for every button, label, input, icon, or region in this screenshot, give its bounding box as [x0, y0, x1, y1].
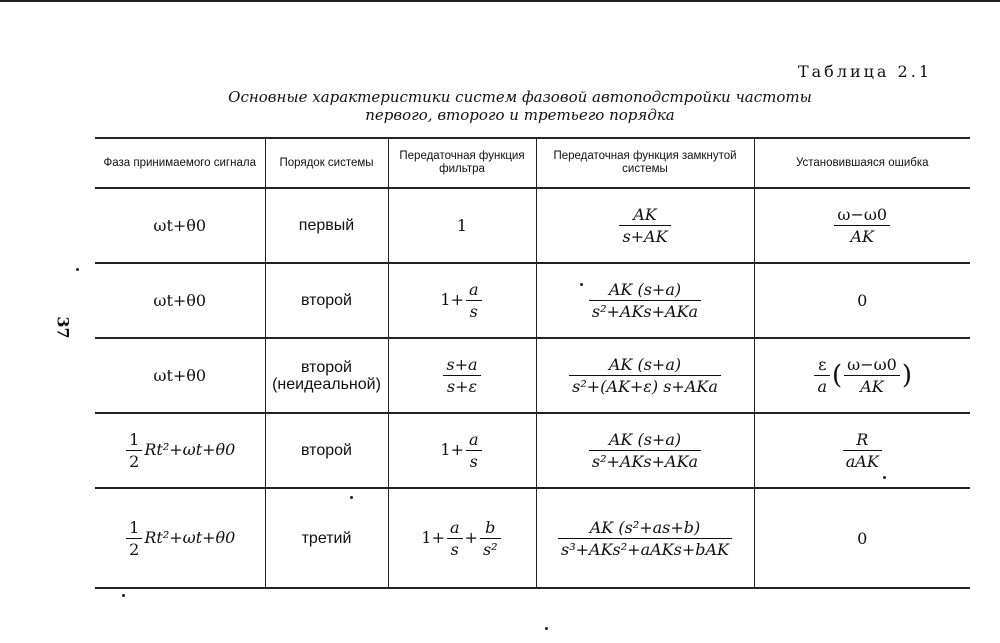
header-closed-loop-transfer: Передаточная функция замкнутой системы: [536, 138, 754, 188]
fraction: $\frac{AK}{s+AK}$: [619, 205, 670, 246]
scan-speck: [76, 268, 79, 271]
filter-cell: 1: [388, 188, 536, 263]
table-row: [95, 188, 970, 263]
scan-speck: [545, 627, 548, 630]
header-system-order: Порядок системы: [265, 138, 388, 188]
fraction: $\frac{b}{\text{s²}}$: [480, 518, 501, 559]
fraction: $\frac{s+a}{s+\varepsilon}$: [443, 355, 480, 396]
error-cell: $\frac{\varepsilon}{a}$ ( $\frac{\omega-\omega 0}{AK}$ ): [754, 338, 970, 413]
table-row: [95, 263, 970, 338]
order-cell: второй (неидеальной): [265, 338, 388, 413]
page-number: 37: [53, 316, 73, 339]
filter-cell: 1+ $\frac{a}{s}$ + $\frac{b}{\text{s²}}$: [388, 488, 536, 588]
error-cell: 0: [754, 488, 970, 588]
phase-cell: ωt+θ0: [153, 291, 207, 310]
fraction: $\frac{\omega-\omega 0}{AK}$: [844, 355, 900, 396]
caption-line-2: первого, второго и третьего порядка: [365, 106, 675, 124]
scan-speck: [350, 496, 353, 499]
filter-cell: [388, 338, 536, 413]
header-received-phase: Фаза принимаемого сигнала: [103, 156, 256, 169]
phase-cell: ωt+θ0: [153, 216, 207, 235]
caption-line-1: Основные характеристики систем фазовой автоподстройки частоты: [228, 88, 812, 106]
header-steady-state-error: Установившаяся ошибка: [754, 138, 970, 188]
table-number-label: Таблица 2.1: [797, 62, 932, 81]
fraction: $\frac{1}{2}$: [126, 430, 142, 471]
fraction: $\frac{\varepsilon}{a}$: [814, 355, 830, 396]
order-cell: второй: [265, 413, 388, 488]
table-row: [95, 488, 970, 588]
phase-cell: ωt+θ0: [153, 366, 207, 385]
header-filter-transfer: Передаточная функция фильтра: [388, 138, 536, 188]
characteristics-table: [95, 137, 970, 589]
fraction: $\frac{\omega-\omega 0}{AK}$: [834, 205, 890, 246]
fraction: $\frac{R}{\text{aAK}}$: [843, 430, 882, 471]
top-border-line: [0, 0, 1000, 2]
table-row: [95, 413, 970, 488]
table-caption: [200, 88, 840, 124]
scan-speck: [580, 283, 583, 286]
order-cell: первый: [265, 188, 388, 263]
closed-loop-cell: [536, 338, 754, 413]
error-cell: [754, 188, 970, 263]
fraction: $\frac{\text{AK (s²+as+b)}}{\text{s³+AKs²+aAKs+bAK}}$: [558, 518, 732, 559]
fraction: $\frac{AK (s+a)}{\text{s²+AKs+AKa}}$: [589, 280, 701, 321]
fraction: $\frac{AK (s+a)}{\text{s²+AKs+AKa}}$: [589, 430, 701, 471]
closed-loop-cell: [536, 413, 754, 488]
filter-cell: 1+ $\frac{a}{s}$: [388, 263, 536, 338]
error-cell: [754, 413, 970, 488]
closed-loop-cell: [536, 188, 754, 263]
fraction: $\frac{AK (s+a)}{\text{s²+(AK+ε) s+AKa}}$: [569, 355, 721, 396]
scan-speck: [122, 594, 125, 597]
closed-loop-cell: [536, 263, 754, 338]
order-cell: третий: [265, 488, 388, 588]
fraction: $\frac{a}{s}$: [466, 280, 482, 321]
phase-cell: $\frac{1}{2}$ Rt²+ωt+θ0: [95, 488, 265, 588]
fraction: $\frac{a}{s}$: [447, 518, 463, 559]
order-cell: второй: [265, 263, 388, 338]
table-row: [95, 338, 970, 413]
closed-loop-cell: [536, 488, 754, 588]
scan-speck: [883, 476, 886, 479]
error-cell: 0: [754, 263, 970, 338]
phase-cell: $\frac{1}{2}$ Rt²+ωt+θ0: [95, 413, 265, 488]
fraction: $\frac{1}{2}$: [126, 518, 142, 559]
fraction: $\frac{a}{s}$: [466, 430, 482, 471]
filter-cell: 1+ $\frac{a}{s}$: [388, 413, 536, 488]
table-header-row: [95, 138, 970, 188]
